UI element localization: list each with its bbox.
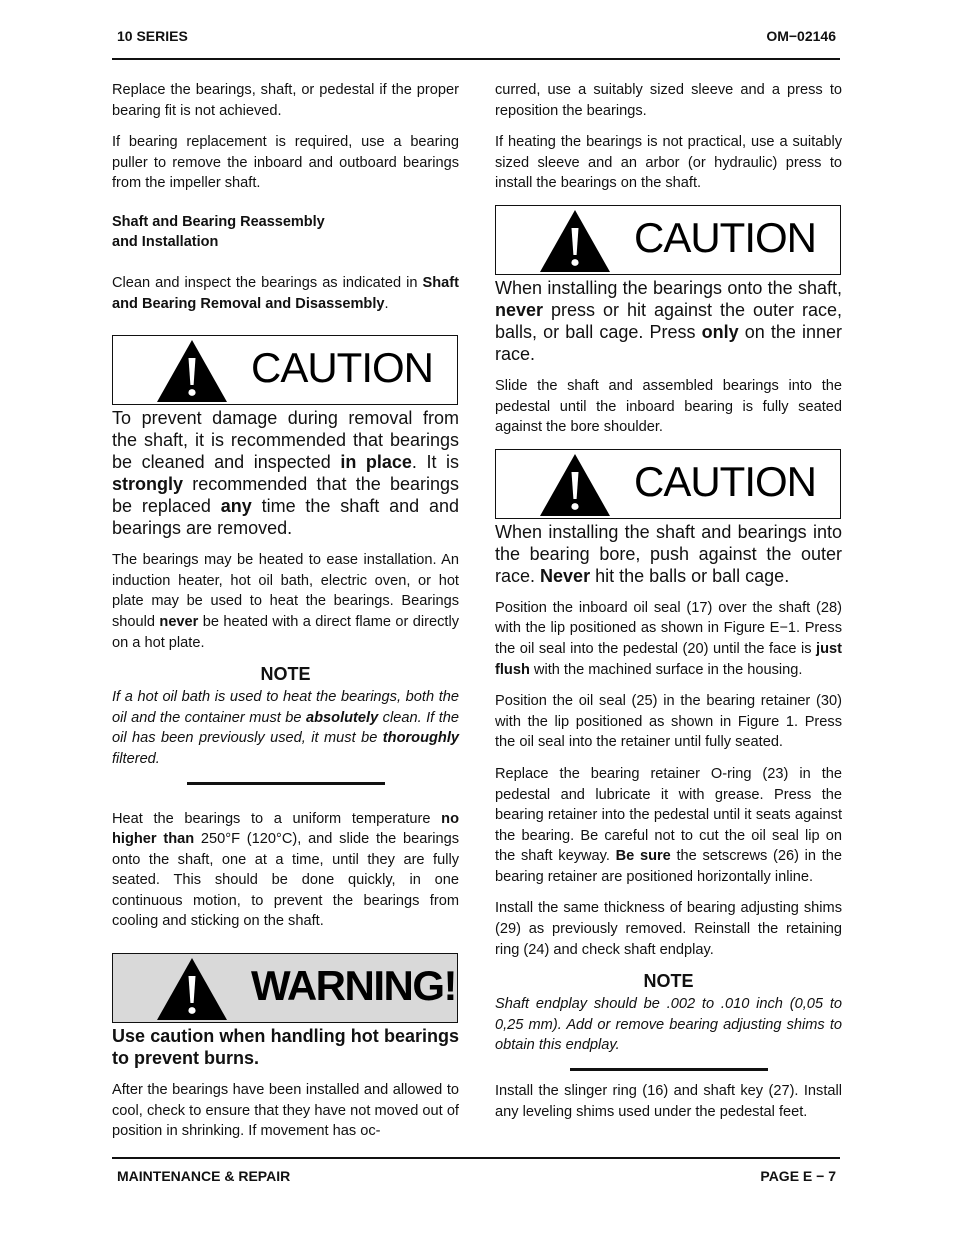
paragraph: If heating the bearings is not practical, use a suitably sized sleeve and an arbor (or hydraulic) press to install the bearings on the shaft. [495, 134, 842, 192]
caution-text: When installing the shaft and bearings into the bearing bore, push against the outer race. Never hit the balls or ball cage. [495, 521, 842, 586]
paragraph: Position the oil seal (25) in the bearing retainer (30) with the lip positioned as shown in Figure 1. Press the oil seal into the retainer until fully seated. [495, 693, 842, 751]
left-column [112, 80, 459, 1153]
note-title: NOTE [260, 664, 311, 685]
warning-text: Use caution when handling hot bearings to prevent burns. [112, 1026, 459, 1069]
note-divider [570, 1068, 768, 1071]
paragraph: Install the same thickness of bearing adjusting shims (29) as previously removed. Reinstall the retaining ring (24) and check shaft endplay. [495, 900, 842, 958]
paragraph: If bearing replacement is required, use a bearing puller to remove the inboard and outboard bearings from the impeller shaft. [112, 134, 459, 192]
note-divider [187, 782, 385, 785]
caution-label: CAUTION [634, 213, 816, 261]
paragraph: After the bearings have been installed and allowed to cool, check to ensure that they have not moved out of position in shrinking. If movement has oc- [112, 1082, 459, 1140]
warning-label: WARNING! [251, 962, 456, 1010]
caution-banner [495, 205, 841, 275]
note-text: Shaft endplay should be .002 to .010 inch (0,05 to 0,25 mm). Add or remove bearing adjusting shims to obtain this endplay. [495, 996, 842, 1054]
caution-label: CAUTION [251, 344, 433, 392]
paragraph: Slide the shaft and assembled bearings into the pedestal until the inboard bearing is fully seated against the bore shoulder. [495, 377, 842, 436]
section-heading: Shaft and Bearing Reassembly and Installation [112, 213, 325, 250]
paragraph: curred, use a suitably sized sleeve and a press to reposition the bearings. [495, 82, 842, 119]
page-number: PAGE E − 7 [760, 1168, 836, 1184]
note-title: NOTE [643, 971, 694, 992]
exclamation-triangle-icon [155, 956, 229, 1022]
section-name: MAINTENANCE & REPAIR [117, 1168, 291, 1184]
paragraph: Replace the bearing retainer O-ring (23) in the pedestal and lubricate it with grease. Press the bearing retainer into the pedestal until it seats against the bearing. Be careful not to cut the oil seal lip on the shaft keyway. Be sure the setscrews (26) in the bearing retainer are positioned horizontally inline. [495, 765, 842, 885]
paragraph: Heat the bearings to a uniform temperature no higher than 250°F (120°C), and slide the bearings onto the shaft, one at a time, until they are fully seated. This should be done quickly, in one continuous motion, to prevent the bearings from cooling and sticking on the shaft. [112, 810, 459, 930]
series-label: 10 SERIES [117, 28, 188, 44]
caution-text: To prevent damage during removal from the shaft, it is recommended that bearings be cleaned and inspected in place. It is strongly recommended that the bearings be replaced any time the shaft and and bearings are removed. [112, 408, 459, 539]
caution-label: CAUTION [634, 457, 816, 505]
paragraph: The bearings may be heated to ease installation. An induction heater, hot oil bath, electric oven, or hot plate may be used to heat the bearings. Bearings should never be heated with a direct flame or directly on a hot plate. [112, 552, 460, 651]
paragraph: Clean and inspect the bearings as indicated in Shaft and Bearing Removal and Disassembly. [112, 274, 459, 312]
page-footer [112, 1157, 840, 1187]
exclamation-triangle-icon [155, 338, 229, 404]
warning-banner [112, 953, 458, 1023]
right-column [495, 80, 842, 1133]
paragraph: Install the slinger ring (16) and shaft key (27). Install any leveling shims used under the pedestal feet. [495, 1083, 842, 1120]
page-header [112, 26, 840, 60]
paragraph: Position the inboard oil seal (17) over the shaft (28) with the lip positioned as shown in Figure E−1. Press the oil seal into the pedestal (20) until the face is just flush with the machined surface in the housing. [495, 599, 842, 678]
caution-text: When installing the bearings onto the shaft, never press or hit against the outer race, balls, or ball cage. Press only on the inner race. [495, 277, 843, 364]
caution-banner [112, 335, 458, 405]
caution-banner [495, 449, 841, 519]
paragraph: Replace the bearings, shaft, or pedestal if the proper bearing fit is not achieved. [112, 82, 459, 119]
note-text: If a hot oil bath is used to heat the bearings, both the oil and the container must be absolutely clean. If the oil has been previously used, it must be thoroughly filtered. [112, 689, 459, 767]
exclamation-triangle-icon [538, 452, 612, 518]
document-number: OM−02146 [766, 28, 836, 44]
exclamation-triangle-icon [538, 208, 612, 274]
